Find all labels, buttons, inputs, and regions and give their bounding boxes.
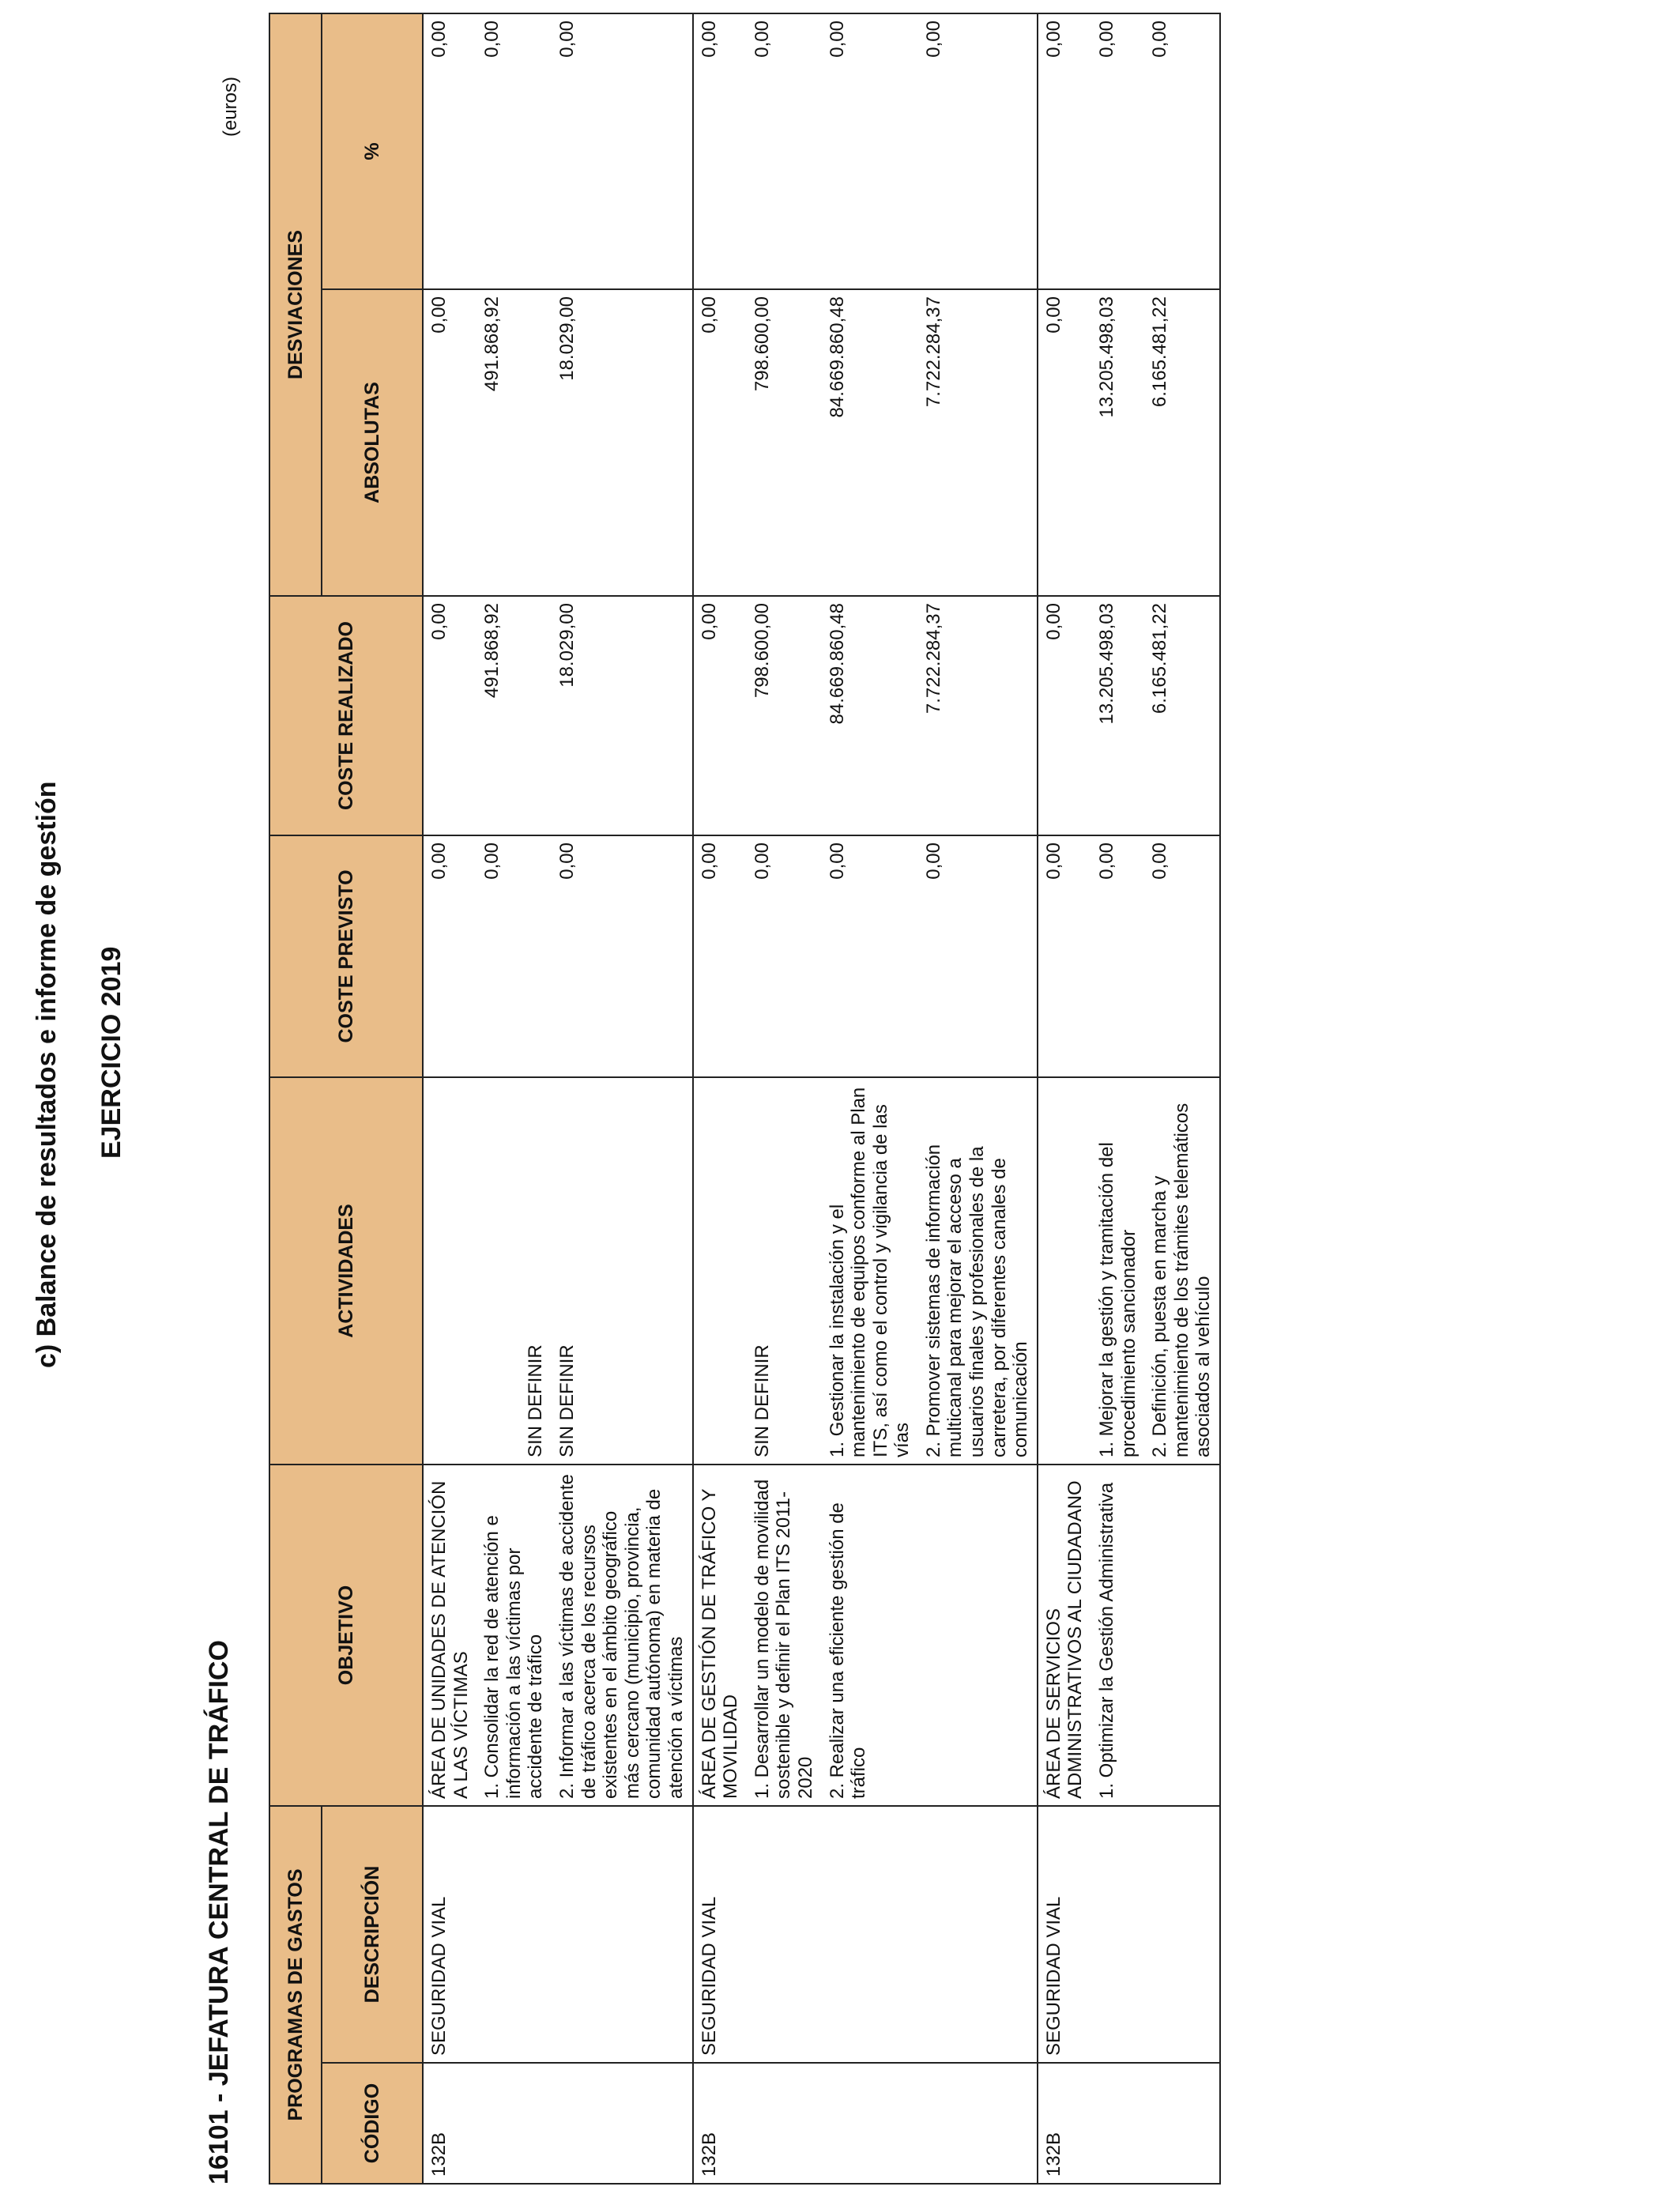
- cell-coste-realizado: 798.600,00: [747, 596, 822, 835]
- cell-objetivo: 1. Consolidar la red de atención e información a las víctimas por accidente de tráfico: [477, 1465, 552, 1806]
- cell-descripcion: [1144, 1806, 1220, 2063]
- cell-absolutas: 0,00: [1038, 289, 1091, 596]
- cell-absolutas: 491.868,92: [477, 289, 552, 596]
- cell-porcentaje: 0,00: [747, 13, 822, 289]
- cell-coste-realizado: 491.868,92: [477, 596, 552, 835]
- cell-absolutas: 13.205.498,03: [1091, 289, 1144, 596]
- cell-absolutas: 0,00: [423, 289, 477, 596]
- col-header-coste-previsto: COSTE PREVISTO: [269, 835, 423, 1077]
- cell-coste-previsto: 0,00: [552, 835, 693, 1077]
- cell-codigo: [918, 2063, 1038, 2184]
- cell-coste-realizado: 0,00: [1038, 596, 1091, 835]
- cell-porcentaje: 0,00: [1091, 13, 1144, 289]
- cell-codigo: [1091, 2063, 1144, 2184]
- cell-actividad: 2. Definición, puesta en marcha y mantenimiento de los trámites telemáticos asociados al vehículo: [1144, 1077, 1220, 1465]
- cell-descripcion: [822, 1806, 918, 2063]
- cell-coste-previsto: 0,00: [822, 835, 918, 1077]
- cell-objetivo: 1. Optimizar la Gestión Administrativa: [1091, 1465, 1144, 1806]
- group-header-programas: PROGRAMAS DE GASTOS: [269, 1806, 322, 2184]
- cell-objetivo: 2. Realizar una eficiente gestión de tráfico: [822, 1465, 918, 1806]
- cell-coste-realizado: 18.029,00: [552, 596, 693, 835]
- cell-objetivo: ÁREA DE UNIDADES DE ATENCIÓN A LAS VÍCTIMAS: [423, 1465, 477, 1806]
- cell-coste-previsto: 0,00: [1091, 835, 1144, 1077]
- col-header-porcentaje: %: [322, 13, 423, 289]
- cell-coste-previsto: 0,00: [918, 835, 1038, 1077]
- cell-absolutas: 84.669.860,48: [822, 289, 918, 596]
- section-title: c) Balance de resultados e informe de gestión: [32, 781, 62, 1368]
- cell-actividad: SIN DEFINIR: [552, 1077, 693, 1465]
- cell-objetivo: 2. Informar a las víctimas de accidente de tráfico acerca de los recursos existentes en el ámbito geográfico más cercano (municipio, provincia, comunidad autónoma) en materia de atención a víctimas: [552, 1465, 693, 1806]
- cell-porcentaje: 0,00: [552, 13, 693, 289]
- col-header-descripcion: DESCRIPCIÓN: [322, 1806, 423, 2063]
- cell-coste-realizado: 0,00: [693, 596, 747, 835]
- group-header-desviaciones: DESVIACIONES: [269, 13, 322, 596]
- cell-coste-previsto: 0,00: [693, 835, 747, 1077]
- cell-descripcion: SEGURIDAD VIAL: [693, 1806, 747, 2063]
- cell-codigo: 132B: [1038, 2063, 1091, 2184]
- table-row: [918, 13, 1038, 2184]
- table-row: [693, 13, 747, 2184]
- cell-objetivo: ÁREA DE GESTIÓN DE TRÁFICO Y MOVILIDAD: [693, 1465, 747, 1806]
- table-row: [423, 13, 477, 2184]
- cell-descripcion: [477, 1806, 552, 2063]
- table-row: [747, 13, 822, 2184]
- cell-codigo: 132B: [423, 2063, 477, 2184]
- col-header-actividades: ACTIVIDADES: [269, 1077, 423, 1465]
- cell-descripcion: [1091, 1806, 1144, 2063]
- cell-codigo: [477, 2063, 552, 2184]
- col-header-coste-realizado: COSTE REALIZADO: [269, 596, 423, 835]
- table-row: [1038, 13, 1091, 2184]
- cell-codigo: [1144, 2063, 1220, 2184]
- cell-objetivo: [1144, 1465, 1220, 1806]
- table-row: [822, 13, 918, 2184]
- cell-descripcion: SEGURIDAD VIAL: [1038, 1806, 1091, 2063]
- cell-actividad: SIN DEFINIR: [477, 1077, 552, 1465]
- cell-coste-realizado: 7.722.284,37: [918, 596, 1038, 835]
- cell-coste-realizado: 13.205.498,03: [1091, 596, 1144, 835]
- cell-porcentaje: 0,00: [918, 13, 1038, 289]
- cell-coste-previsto: 0,00: [423, 835, 477, 1077]
- cell-absolutas: 6.165.481,22: [1144, 289, 1220, 596]
- cell-codigo: [747, 2063, 822, 2184]
- col-header-objetivo: OBJETIVO: [269, 1465, 423, 1806]
- cell-objetivo: ÁREA DE SERVICIOS ADMINISTRATIVOS AL CIUDADANO: [1038, 1465, 1091, 1806]
- cell-coste-previsto: 0,00: [1038, 835, 1091, 1077]
- units-label: (euros): [220, 76, 241, 137]
- cell-absolutas: 18.029,00: [552, 289, 693, 596]
- cell-codigo: [822, 2063, 918, 2184]
- cell-descripcion: [747, 1806, 822, 2063]
- cell-absolutas: 7.722.284,37: [918, 289, 1038, 596]
- col-header-absolutas: ABSOLUTAS: [322, 289, 423, 596]
- cell-porcentaje: 0,00: [1038, 13, 1091, 289]
- cell-descripcion: [552, 1806, 693, 2063]
- col-header-codigo: CÓDIGO: [322, 2063, 423, 2184]
- cell-porcentaje: 0,00: [693, 13, 747, 289]
- cell-descripcion: [918, 1806, 1038, 2063]
- cell-descripcion: SEGURIDAD VIAL: [423, 1806, 477, 2063]
- cell-actividad: SIN DEFINIR: [747, 1077, 822, 1465]
- cell-objetivo: [918, 1465, 1038, 1806]
- table-row: [477, 13, 552, 2184]
- entity-title: 16101 - JEFATURA CENTRAL DE TRÁFICO: [204, 1640, 234, 2185]
- cell-coste-previsto: 0,00: [747, 835, 822, 1077]
- cell-porcentaje: 0,00: [1144, 13, 1220, 289]
- cell-codigo: 132B: [693, 2063, 747, 2184]
- cell-actividad: [1038, 1077, 1091, 1465]
- cell-actividad: 1. Mejorar la gestión y tramitación del procedimiento sancionador: [1091, 1077, 1144, 1465]
- cell-codigo: [552, 2063, 693, 2184]
- cell-actividad: [423, 1077, 477, 1465]
- table-row: [1144, 13, 1220, 2184]
- cell-coste-previsto: 0,00: [1144, 835, 1220, 1077]
- results-table: [269, 13, 1221, 2185]
- table-row: [552, 13, 693, 2184]
- cell-actividad: [693, 1077, 747, 1465]
- cell-coste-realizado: 84.669.860,48: [822, 596, 918, 835]
- cell-porcentaje: 0,00: [423, 13, 477, 289]
- cell-actividad: 2. Promover sistemas de información multicanal para mejorar el acceso a usuarios finales y profesionales de la carretera, por diferentes canales de comunicación: [918, 1077, 1038, 1465]
- cell-coste-previsto: 0,00: [477, 835, 552, 1077]
- table-row: [1091, 13, 1144, 2184]
- cell-coste-realizado: 0,00: [423, 596, 477, 835]
- cell-absolutas: 798.600,00: [747, 289, 822, 596]
- cell-objetivo: 1. Desarrollar un modelo de movilidad sostenible y definir el Plan ITS 2011-2020: [747, 1465, 822, 1806]
- cell-absolutas: 0,00: [693, 289, 747, 596]
- exercise-title: EJERCICIO 2019: [96, 946, 126, 1159]
- cell-actividad: 1. Gestionar la instalación y el mantenimiento de equipos conforme al Plan ITS, así como el control y vigilancia de las vías: [822, 1077, 918, 1465]
- cell-coste-realizado: 6.165.481,22: [1144, 596, 1220, 835]
- cell-porcentaje: 0,00: [822, 13, 918, 289]
- cell-porcentaje: 0,00: [477, 13, 552, 289]
